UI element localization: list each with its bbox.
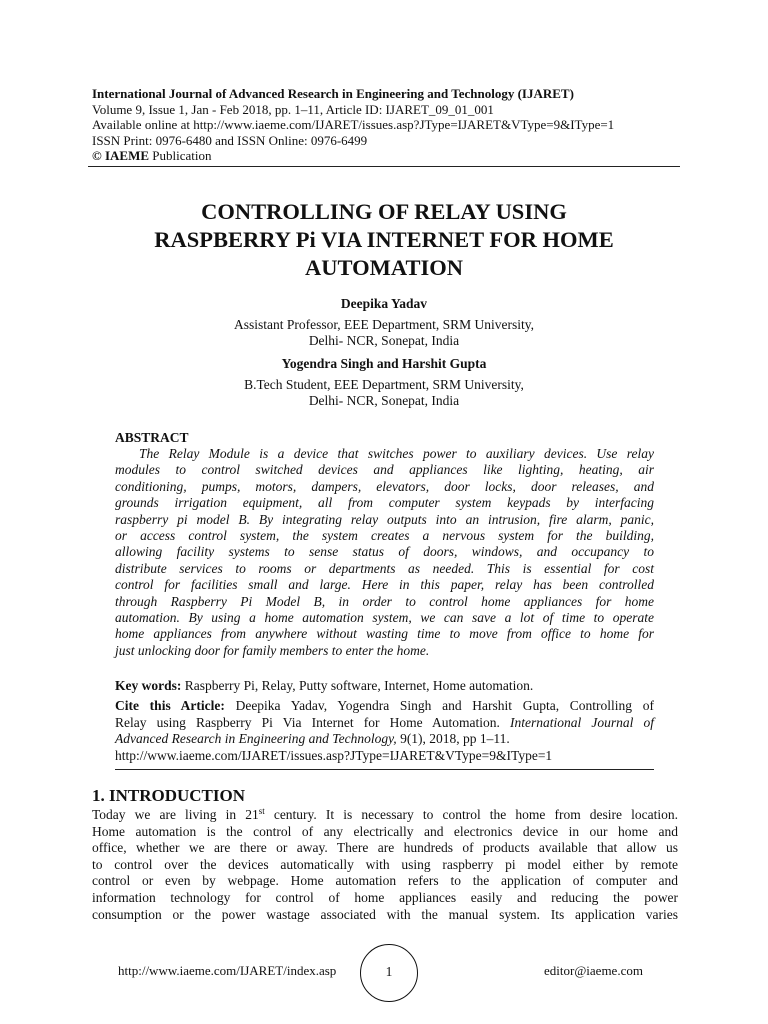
keywords xyxy=(115,678,654,695)
cite-journal-end: Advanced Research in Engineering and Technology, xyxy=(115,731,397,746)
intro-line: information technology for control of home appliances easily and reducing the power xyxy=(92,889,678,905)
abstract-line: or access control system, the system creates a nervous system for the building, xyxy=(115,527,654,543)
abstract-line: through Raspberry Pi Model B, in order to control home appliances for home xyxy=(115,593,654,609)
intro-line: consumption or the power wastage associated with the manual system. Its application varies xyxy=(92,906,678,922)
cite-divider xyxy=(115,769,654,770)
author-block-1 xyxy=(100,296,668,350)
superscript: st xyxy=(258,806,265,816)
title-line-1: CONTROLLING OF RELAY USING xyxy=(201,199,567,224)
publisher-name: © IAEME xyxy=(92,148,150,163)
publisher-line xyxy=(92,148,682,164)
cite-line-1 xyxy=(115,698,654,715)
journal-header xyxy=(92,86,682,164)
intro-line-end: century. It is necessary to control the home from desire location. xyxy=(264,807,678,822)
author-affiliation-line-1: B.Tech Student, EEE Department, SRM University, xyxy=(244,376,524,392)
abstract-text xyxy=(115,446,654,659)
cite-url[interactable]: http://www.iaeme.com/IJARET/issues.asp?JType=IJARET&VType=9&IType=1 xyxy=(115,747,553,763)
cite-line-2 xyxy=(115,715,654,732)
intro-line: control or even by webpage. Home automation refers to the application of computer and xyxy=(92,873,678,889)
abstract-line: automation. By using a home automation system, we can save a lot of time to operate xyxy=(115,609,654,625)
keywords-label: Key words: xyxy=(115,678,182,693)
author-affiliation-line-1: Assistant Professor, EEE Department, SRM University, xyxy=(233,316,535,332)
cite-label: Cite this Article: xyxy=(115,698,225,713)
author-block-2 xyxy=(100,356,668,410)
journal-name: International Journal of Advanced Research in Engineering and Technology (IJARET) xyxy=(92,86,574,101)
abstract-line: control for facilities small and large. Here in this paper, relay has been controlled xyxy=(115,577,654,593)
cite-journal-start: International Journal of xyxy=(499,714,654,730)
abstract-line: home appliances from anywhere without wasting time to move from office to home for xyxy=(115,626,654,642)
abstract-line: The Relay Module is a device that switches power to auxiliary devices. Use relay xyxy=(139,446,654,461)
author-affiliation-line-2: Delhi- NCR, Sonepat, India xyxy=(308,393,460,408)
cite-line-3 xyxy=(115,731,654,748)
abstract-heading: ABSTRACT xyxy=(115,430,189,445)
publisher-suffix: Publication xyxy=(149,148,212,163)
page-number: 1 xyxy=(385,964,393,979)
abstract-line: modules to control switched devices and appliances like lighting, heating, air xyxy=(115,462,654,478)
cite-volume: 9(1), 2018, pp 1–11. xyxy=(396,731,510,746)
header-divider xyxy=(88,166,680,167)
author-affiliation-line-2: Delhi- NCR, Sonepat, India xyxy=(308,333,460,348)
abstract-line: distribute services to rooms or departments as needed. This is essential for cost xyxy=(115,560,654,576)
footer-email[interactable]: editor@iaeme.com xyxy=(544,963,643,978)
keywords-text: Raspberry Pi, Relay, Putty software, Internet, Home automation. xyxy=(181,678,534,693)
cite-title: Relay using Raspberry Pi Via Internet for Home Automation. xyxy=(115,714,500,730)
cite-authors: Deepika Yadav, Yogendra Singh and Harshit Gupta, Controlling of xyxy=(224,698,655,713)
page-number-circle xyxy=(360,944,418,1002)
author-name: Deepika Yadav xyxy=(340,296,428,311)
available-online-line: Available online at http://www.iaeme.com/IJARET/issues.asp?JType=IJARET&VType=9&IType=1 xyxy=(92,117,615,132)
title-line-3: AUTOMATION xyxy=(305,255,463,280)
intro-line: office, whether we are there or away. There are hundreds of products available that allow us xyxy=(92,840,678,856)
footer-url[interactable]: http://www.iaeme.com/IJARET/index.asp xyxy=(118,963,337,978)
abstract-line: allowing facility systems to sense status of doors, windows, and occupancy to xyxy=(115,544,654,560)
abstract-line: conditioning, pumps, motors, dampers, elevators, door locks, door releases, and xyxy=(115,478,654,494)
volume-line: Volume 9, Issue 1, Jan - Feb 2018, pp. 1–11, Article ID: IJARET_09_01_001 xyxy=(92,101,494,117)
introduction-text xyxy=(92,807,678,923)
abstract-line: just unlocking door for family members to enter the home. xyxy=(115,642,430,658)
cite-this-article xyxy=(115,698,654,764)
intro-line-start: Today we are living in 21 xyxy=(92,807,259,822)
abstract-line: grounds irrigation equipment, all from computer system keypads by interfacing xyxy=(115,495,654,511)
paper-title xyxy=(100,198,668,282)
intro-line: Home automation is the control of any electrically and electronics device in our home and xyxy=(92,823,678,839)
intro-line xyxy=(92,807,678,824)
author-name: Yogendra Singh and Harshit Gupta xyxy=(281,356,487,371)
introduction-heading: 1. INTRODUCTION xyxy=(92,786,246,805)
issn-line: ISSN Print: 0976-6480 and ISSN Online: 0976-6499 xyxy=(92,132,368,148)
abstract-line: raspberry pi model B. By integrating relay outputs into an intrusion, fire alarm, panic, xyxy=(115,511,654,527)
title-line-2: RASPBERRY Pi VIA INTERNET FOR HOME xyxy=(154,227,614,252)
intro-line: to control over the devices automatically with using raspberry pi model either by remote xyxy=(92,856,678,872)
